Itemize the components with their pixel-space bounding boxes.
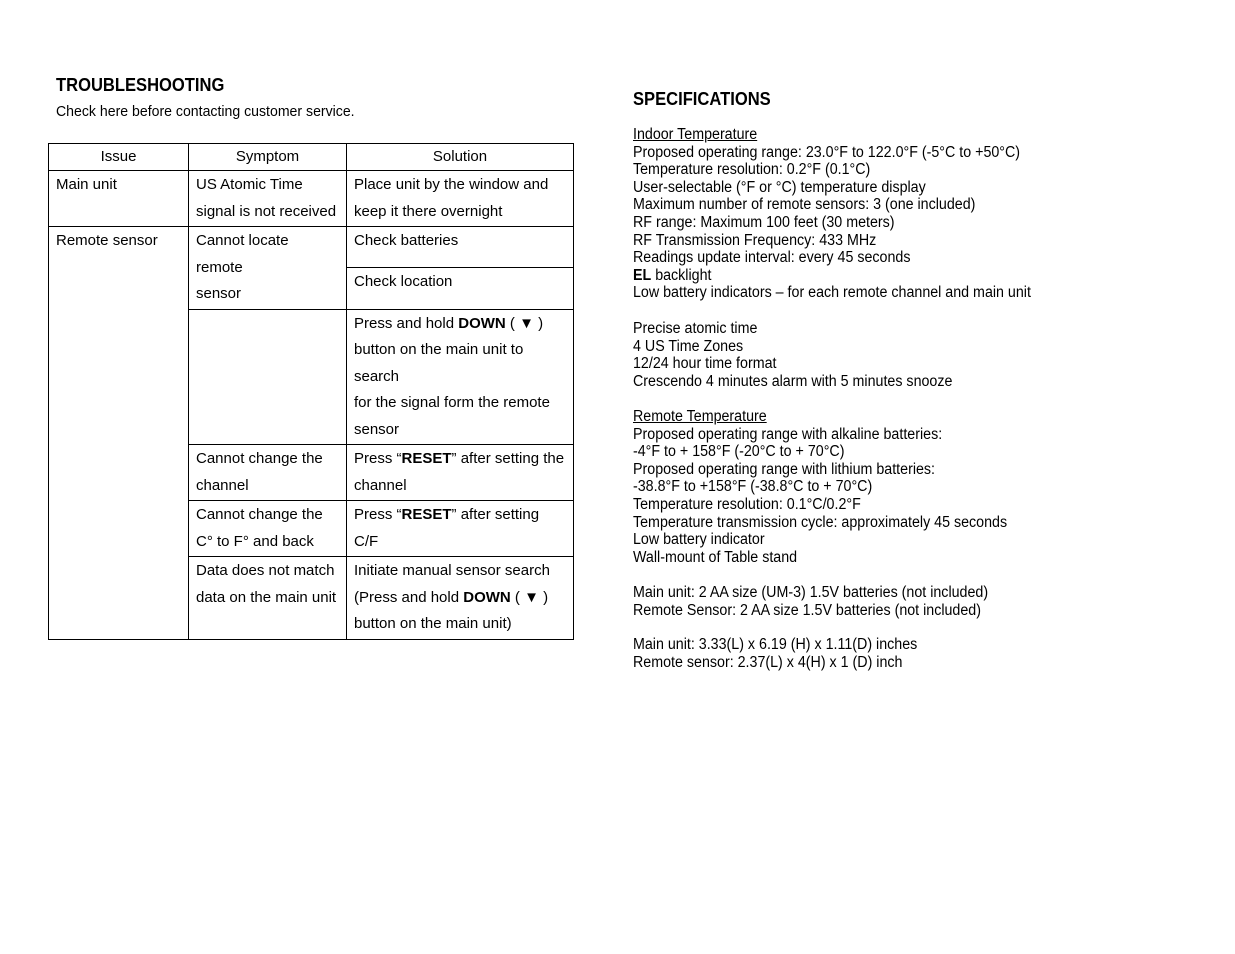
header-solution: Solution	[347, 144, 574, 171]
table-row	[49, 227, 574, 268]
spec-line: 4 US Time Zones	[633, 337, 744, 355]
symptom-cell	[189, 171, 347, 227]
solution-cell: Check batteries	[347, 227, 574, 268]
reset-button-label: RESET	[401, 450, 452, 467]
symptom-text: US Atomic Time	[196, 176, 303, 193]
symptom-text: C° to F° and back	[196, 532, 314, 550]
spec-line: -4°F to + 158°F (-20°C to + 70°C)	[633, 443, 845, 461]
symptom-text: channel	[196, 476, 249, 494]
solution-text: button on the main unit)	[354, 615, 512, 632]
spec-line: Wall-mount of Table stand	[633, 548, 798, 566]
down-button-label: DOWN	[463, 588, 511, 606]
down-arrow-icon: ( ▼ )	[510, 588, 549, 606]
table-row	[49, 171, 574, 227]
solution-cell: Check location	[347, 268, 574, 309]
symptom-text: signal is not received	[196, 202, 337, 220]
spec-dimensions-block	[633, 636, 917, 671]
spec-remote-block	[633, 408, 1007, 566]
solution-cell	[347, 445, 574, 501]
reset-button-label: RESET	[401, 506, 452, 523]
spec-batteries-block	[633, 584, 988, 619]
troubleshooting-title: TROUBLESHOOTING	[56, 75, 225, 95]
symptom-text: Data does not match	[196, 562, 335, 579]
indoor-heading: Indoor Temperature	[633, 126, 758, 143]
troubleshooting-table	[48, 143, 574, 640]
symptom-text: Cannot locate remote	[196, 232, 289, 276]
remote-heading: Remote Temperature	[633, 408, 767, 425]
solution-text: sensor	[354, 420, 400, 438]
solution-text: button on the main unit to search	[354, 341, 524, 385]
solution-text: (Press and hold	[354, 588, 464, 606]
down-arrow-icon: ( ▼ )	[505, 314, 544, 332]
symptom-text: Cannot change the	[196, 450, 323, 467]
symptom-cell	[189, 227, 347, 310]
symptom-text: data on the main unit	[196, 588, 337, 606]
spec-line: Temperature transmission cycle: approximately 45 seconds	[633, 513, 1008, 531]
spec-line: RF range: Maximum 100 feet (30 meters)	[633, 213, 895, 231]
solution-cell	[347, 309, 574, 445]
spec-line: 12/24 hour time format	[633, 355, 777, 373]
solution-text: ” after setting the	[451, 450, 565, 467]
solution-text: channel	[354, 476, 407, 494]
spec-line: Main unit: 2 AA size (UM-3) 1.5V batteries (not included)	[633, 584, 989, 601]
spec-line: Proposed operating range with alkaline batteries:	[633, 425, 943, 443]
spec-line: Precise atomic time	[633, 320, 758, 337]
solution-text: Press and hold	[354, 314, 459, 332]
down-button-label: DOWN	[458, 314, 506, 332]
solution-text: Press “	[354, 506, 402, 523]
spec-line: Crescendo 4 minutes alarm with 5 minutes snooze	[633, 372, 953, 390]
spec-line: Main unit: 3.33(L) x 6.19 (H) x 1.11(D) inches	[633, 636, 918, 653]
symptom-cell	[189, 501, 347, 557]
spec-line: Remote sensor: 2.37(L) x 4(H) x 1 (D) inch	[633, 653, 903, 671]
backlight-text: backlight	[651, 266, 712, 284]
symptom-cell-empty	[189, 309, 347, 445]
solution-cell	[347, 171, 574, 227]
solution-text: Press “	[354, 450, 402, 467]
spec-line: Low battery indicator	[633, 531, 765, 549]
symptom-text: sensor	[196, 285, 242, 302]
spec-line: Temperature resolution: 0.1°C/0.2°F	[633, 495, 861, 513]
backlight-label: EL	[633, 266, 652, 284]
spec-line: Proposed operating range: 23.0°F to 122.0°F (-5°C to +50°C)	[633, 143, 1021, 161]
spec-line: Proposed operating range with lithium batteries:	[633, 460, 936, 478]
spec-line: Low battery indicators – for each remote channel and main unit	[633, 284, 1031, 302]
solution-text: Place unit by the window and	[354, 176, 549, 193]
spec-line: Readings update interval: every 45 seconds	[633, 249, 911, 267]
solution-cell	[347, 557, 574, 640]
issue-main-unit: Main unit	[49, 171, 189, 227]
spec-line: User-selectable (°F or °C) temperature display	[633, 178, 926, 196]
spec-time-block	[633, 320, 952, 390]
spec-line: Maximum number of remote sensors: 3 (one included)	[633, 196, 976, 214]
spec-line: -38.8°F to +158°F (-38.8°C to + 70°C)	[633, 478, 873, 496]
symptom-cell	[189, 557, 347, 640]
solution-cell	[347, 501, 574, 557]
solution-text: for the signal form the remote	[354, 394, 550, 411]
solution-text: ” after setting C/F	[354, 506, 540, 550]
issue-remote-sensor: Remote sensor	[49, 227, 189, 640]
specifications-title: SPECIFICATIONS	[633, 89, 771, 109]
spec-line: Remote Sensor: 2 AA size 1.5V batteries (not included)	[633, 601, 981, 619]
table-header-row	[49, 144, 574, 171]
header-symptom: Symptom	[189, 144, 347, 171]
spec-line: RF Transmission Frequency: 433 MHz	[633, 231, 877, 249]
solution-text: Initiate manual sensor search	[354, 562, 550, 579]
spec-line: Temperature resolution: 0.2°F (0.1°C)	[633, 161, 871, 179]
spec-line-backlight	[633, 267, 1031, 285]
symptom-cell	[189, 445, 347, 501]
spec-indoor-block	[633, 126, 1031, 302]
troubleshooting-intro: Check here before contacting customer service.	[56, 103, 355, 120]
solution-text: keep it there overnight	[354, 202, 503, 220]
header-issue: Issue	[49, 144, 189, 171]
symptom-text: Cannot change the	[196, 506, 323, 523]
